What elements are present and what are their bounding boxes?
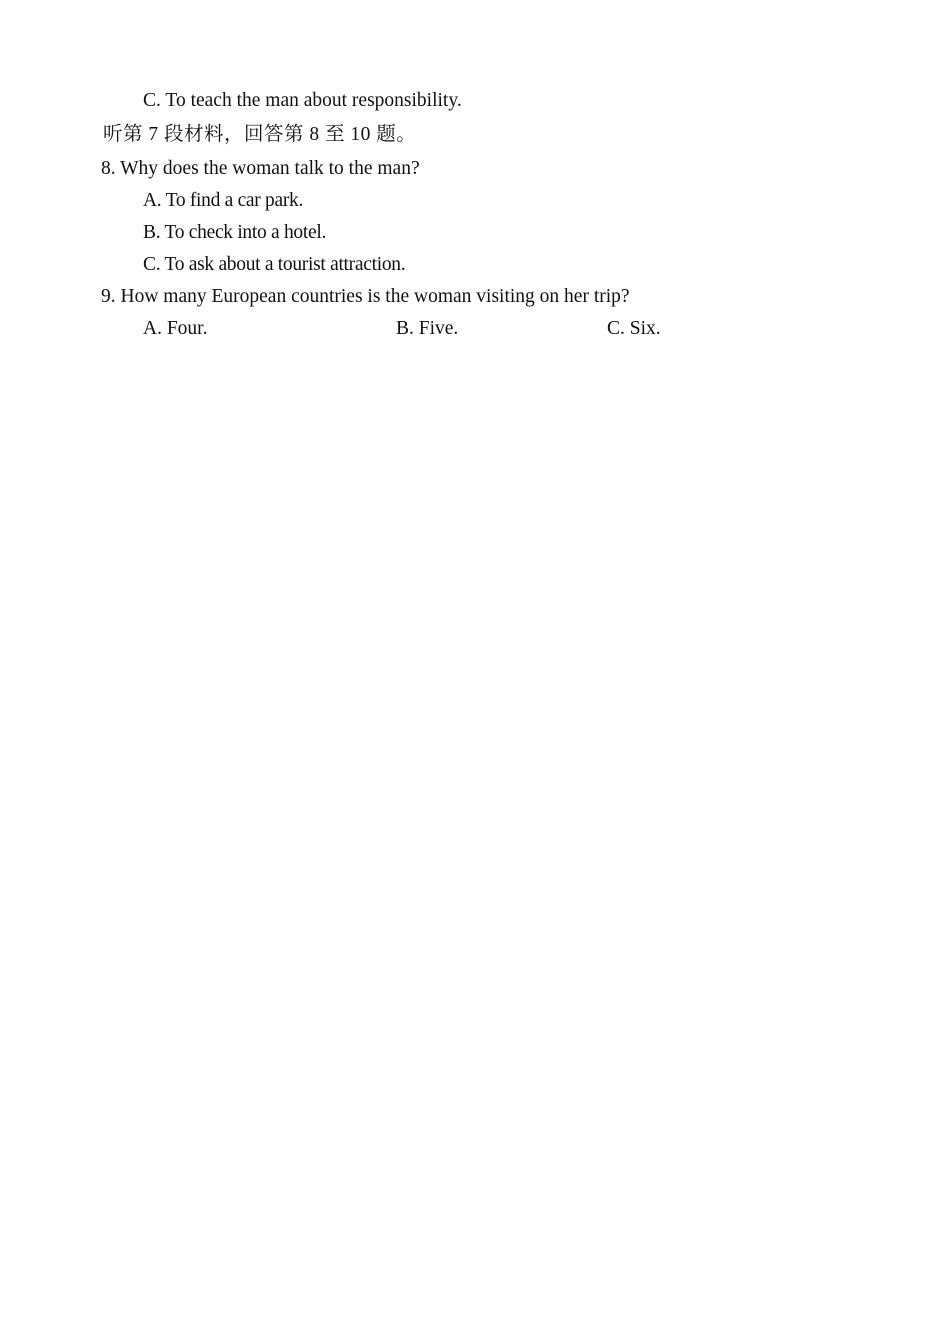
question-8-option-c: C. To ask about a tourist attraction. — [143, 254, 406, 275]
question-9-option-c: C. Six. — [607, 318, 661, 339]
question-9-option-a: A. Four. — [143, 318, 208, 339]
question-8-option-b: B. To check into a hotel. — [143, 222, 327, 243]
question-9-option-b: B. Five. — [396, 318, 459, 339]
section-instruction: 听第 7 段材料，回答第 8 至 10 题。 — [103, 124, 417, 145]
question-9-stem: 9. How many European countries is the woman visiting on her trip? — [101, 286, 630, 307]
question-7-option-c: C. To teach the man about responsibility. — [143, 90, 462, 111]
question-8-option-a: A. To find a car park. — [143, 190, 304, 211]
question-8-stem: 8. Why does the woman talk to the man? — [101, 158, 420, 179]
